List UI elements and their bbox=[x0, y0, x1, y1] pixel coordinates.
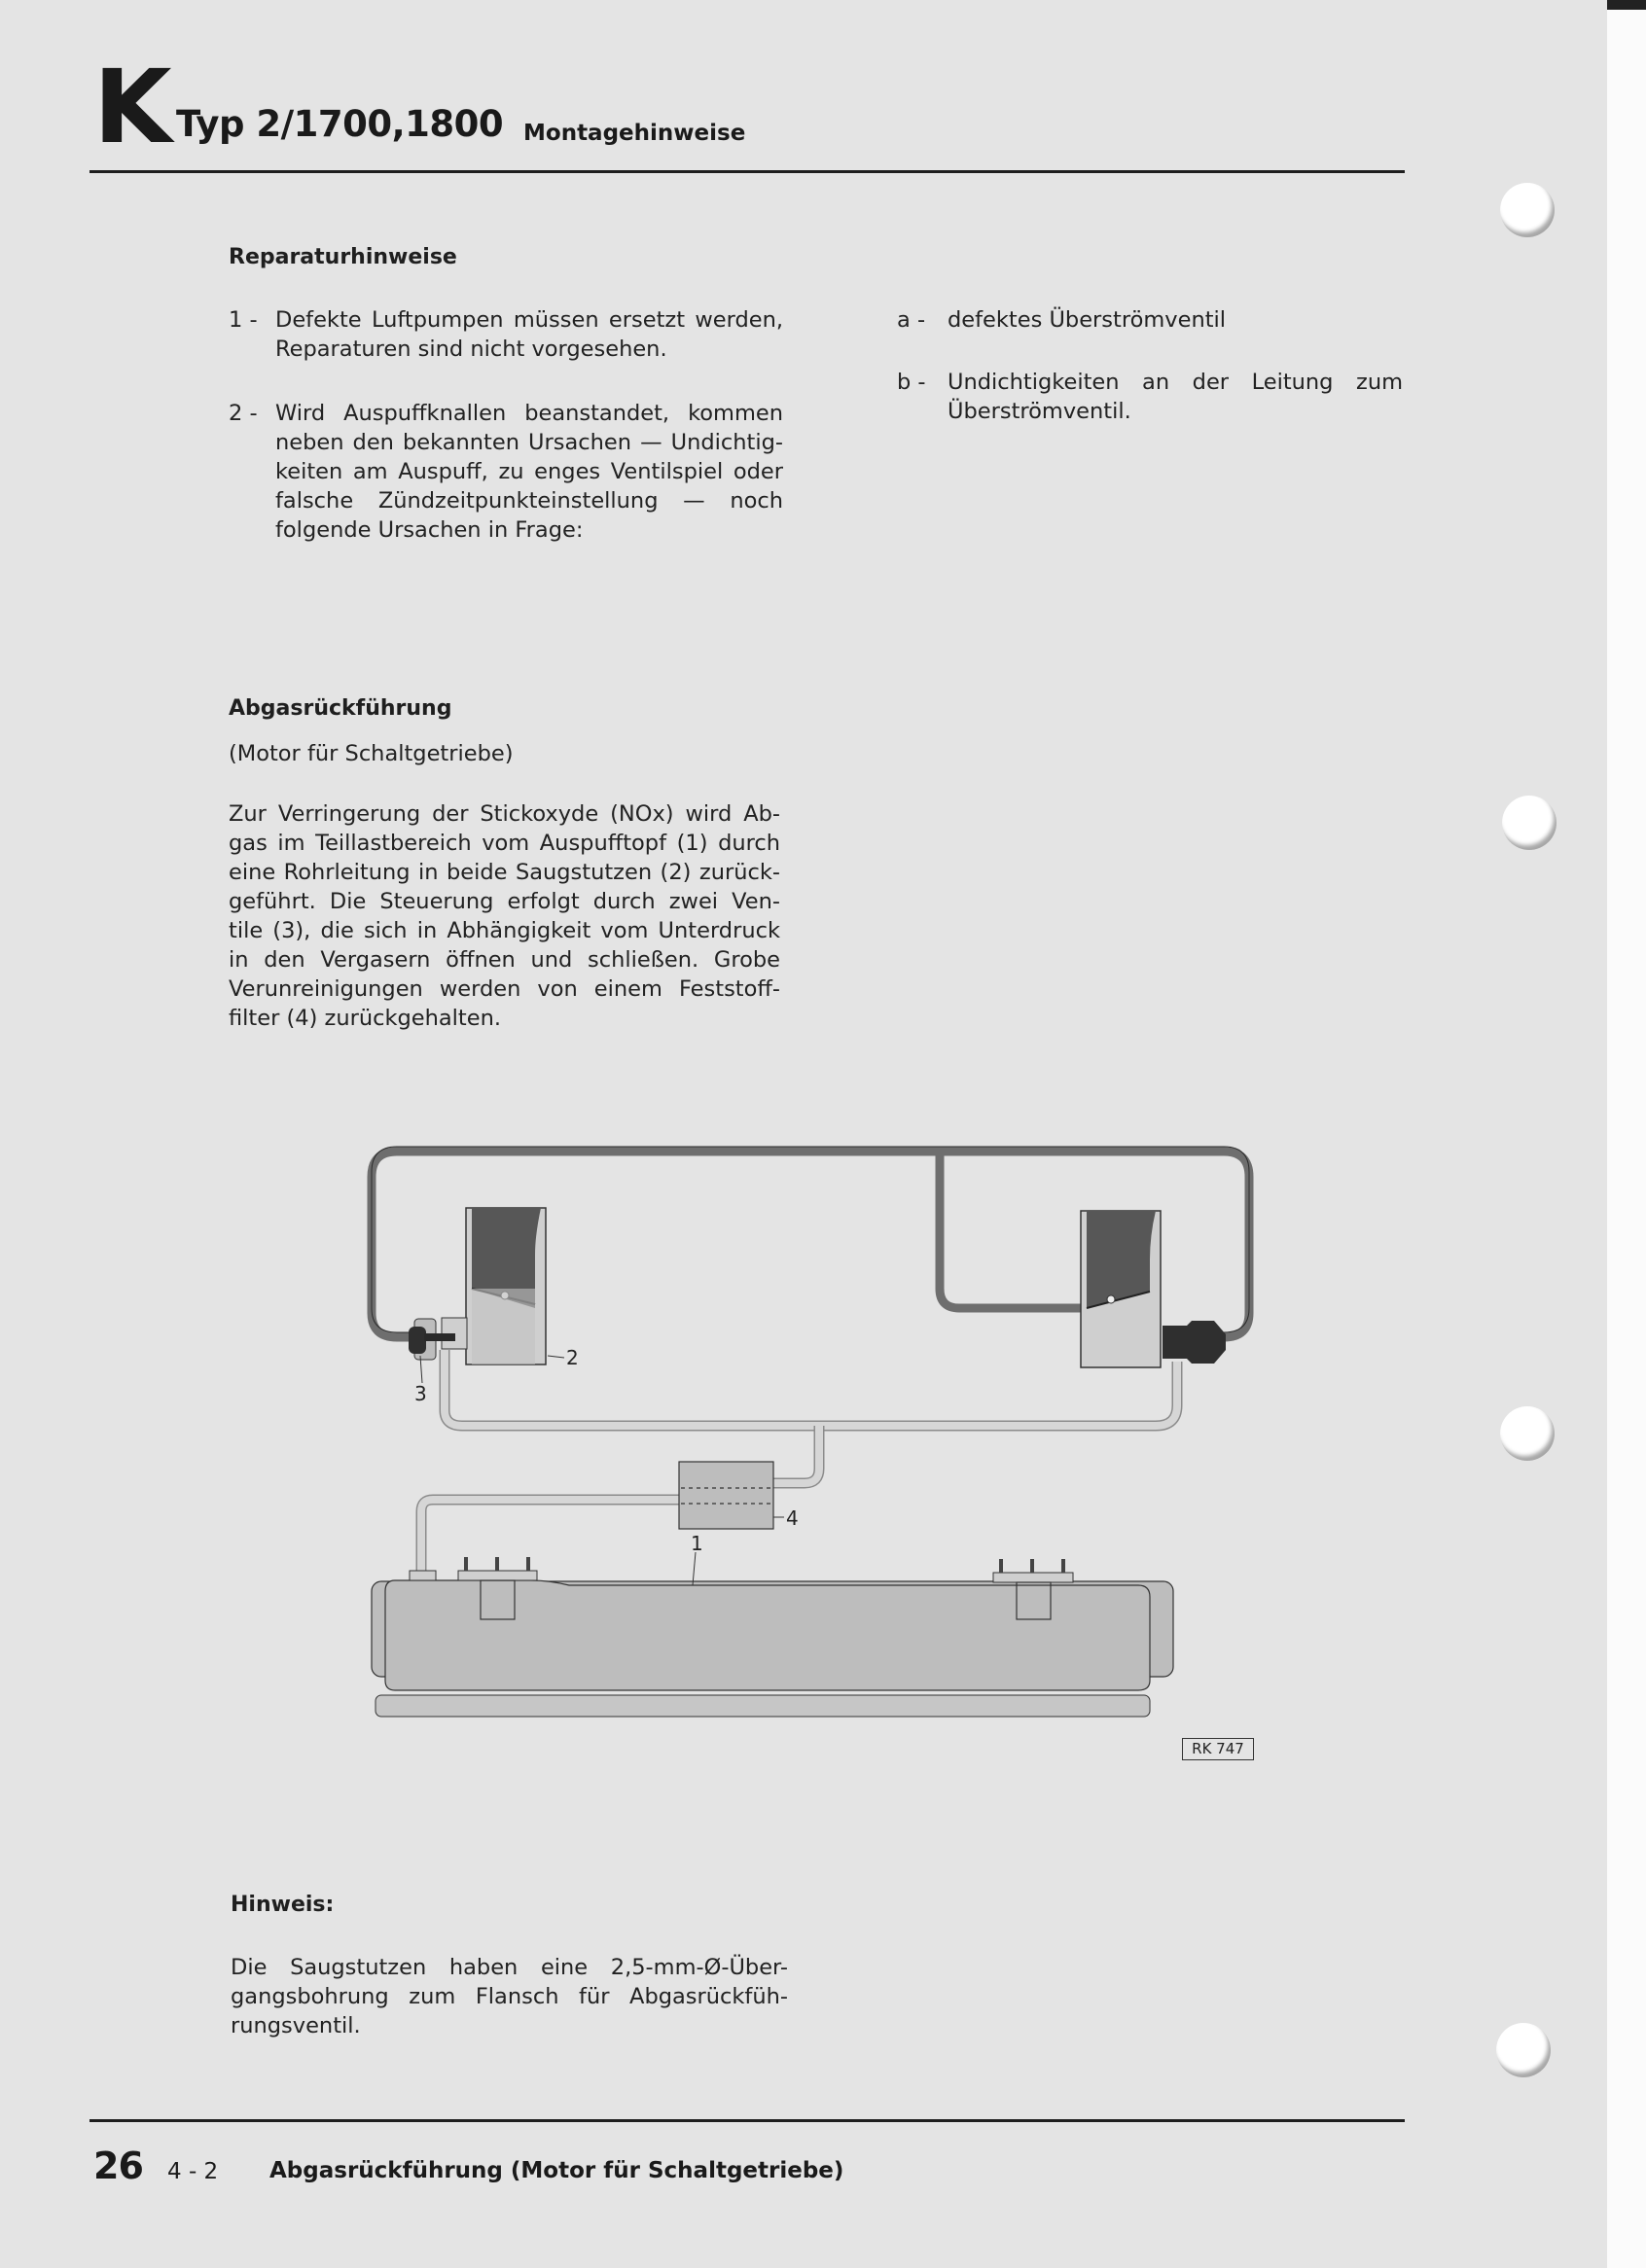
cause-letter: b - bbox=[897, 370, 926, 395]
cause-line: Undichtigkeiten an der Leitung zum bbox=[948, 370, 1403, 395]
item-line: Defekte Luftpumpen müssen ersetzt werden, bbox=[275, 307, 783, 333]
punch-hole-1 bbox=[1500, 183, 1555, 237]
right-valve bbox=[1163, 1321, 1226, 1364]
paragraph-line: tile (3), die sich in Abhängigkeit vom Unterdruck bbox=[229, 918, 780, 943]
right-carburetor bbox=[1081, 1211, 1161, 1367]
item-line: Reparaturen sind nicht vorgesehen. bbox=[275, 337, 667, 362]
callout-2: 2 bbox=[566, 1346, 579, 1369]
repair-item-1 bbox=[229, 305, 783, 366]
page-subtitle: Montagehinweise bbox=[523, 121, 746, 146]
repair-notes-heading: Reparaturhinweise bbox=[229, 245, 457, 269]
paragraph-line: in den Vergasern öffnen und schließen. Grobe bbox=[229, 947, 780, 973]
section-letter: K bbox=[93, 48, 170, 166]
left-carburetor bbox=[442, 1208, 546, 1364]
callout-3: 3 bbox=[414, 1382, 427, 1405]
punch-hole-2 bbox=[1502, 796, 1557, 850]
callout-1: 1 bbox=[691, 1532, 703, 1555]
cause-item-a bbox=[897, 305, 1403, 337]
footer-title: Abgasrückführung (Motor für Schaltgetriebe) bbox=[269, 2158, 844, 2183]
cause-line: Überströmventil. bbox=[948, 399, 1131, 424]
item-number: 2 - bbox=[229, 401, 258, 426]
solid-filter bbox=[679, 1462, 773, 1529]
item-line: falsche Zündzeitpunkteinstellung — noch bbox=[275, 488, 783, 514]
egr-system-diagram bbox=[360, 1128, 1274, 1770]
figure-id-label: RK 747 bbox=[1182, 1738, 1254, 1760]
note-paragraph bbox=[231, 1953, 788, 2040]
paragraph-line: Verunreinigungen werden von einem Feststoff- bbox=[229, 976, 780, 1002]
section-number: 4 - 2 bbox=[167, 2159, 219, 2184]
egr-paragraph bbox=[229, 799, 780, 1033]
paragraph-line: gas im Teillastbereich vom Auspufftopf (1) durch bbox=[229, 831, 780, 856]
note-heading: Hinweis: bbox=[231, 1893, 335, 1917]
scan-edge-band bbox=[1607, 0, 1646, 10]
egr-pipe bbox=[421, 1350, 1177, 1571]
paragraph-line: Zur Verringerung der Stickoxyde (NOx) wird Ab- bbox=[229, 801, 780, 827]
punch-hole-4 bbox=[1496, 2023, 1551, 2077]
egr-subheading: (Motor für Schaltgetriebe) bbox=[229, 741, 514, 766]
header-rule bbox=[89, 170, 1405, 173]
paragraph-line: geführt. Die Steuerung erfolgt durch zwei Ven- bbox=[229, 889, 780, 914]
cause-line: defektes Überströmventil bbox=[948, 307, 1227, 333]
item-line: folgende Ursachen in Frage: bbox=[275, 517, 584, 543]
item-line: Wird Auspuffknallen beanstandet, kommen bbox=[275, 401, 783, 426]
scan-margin bbox=[1607, 10, 1646, 2268]
item-line: keiten am Auspuff, zu enges Ventilspiel oder bbox=[275, 459, 783, 484]
cause-letter: a - bbox=[897, 307, 926, 333]
callout-4: 4 bbox=[786, 1506, 799, 1530]
cause-item-b bbox=[897, 368, 1403, 428]
muffler bbox=[372, 1557, 1173, 1717]
note-line: gangsbohrung zum Flansch für Abgasrückfüh- bbox=[231, 1984, 788, 2009]
repair-item-2 bbox=[229, 399, 783, 547]
item-line: neben den bekannten Ursachen — Undichtig- bbox=[275, 430, 783, 455]
note-line: Die Saugstutzen haben eine 2,5-mm-Ø-Über- bbox=[231, 1955, 788, 1980]
note-line: rungsventil. bbox=[231, 2013, 361, 2038]
model-title: Typ 2/1700,1800 bbox=[176, 103, 504, 145]
item-number: 1 - bbox=[229, 307, 258, 333]
punch-hole-3 bbox=[1500, 1406, 1555, 1461]
egr-heading: Abgasrückführung bbox=[229, 696, 452, 721]
paragraph-line: eine Rohrleitung in beide Saugstutzen (2) zurück- bbox=[229, 860, 780, 885]
page-number: 26 bbox=[93, 2144, 143, 2187]
footer-rule bbox=[89, 2119, 1405, 2122]
paragraph-line: filter (4) zurückgehalten. bbox=[229, 1006, 501, 1031]
